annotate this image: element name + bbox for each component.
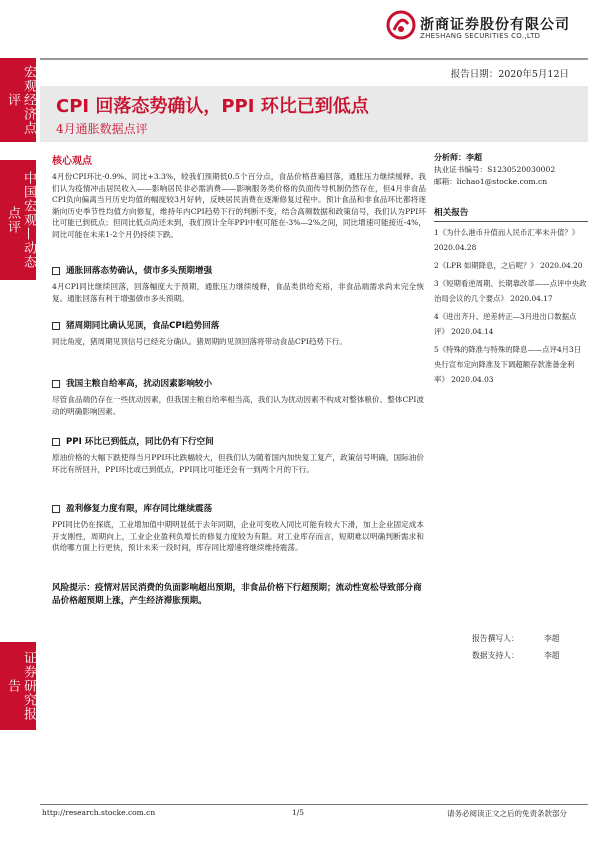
report-subtitle: 4月通胀数据点评 — [56, 122, 148, 136]
related-reports-heading: 相关报告 — [434, 206, 588, 222]
side-label-macro-review: 宏观经济点评 — [0, 58, 36, 142]
side-label-china-macro: 中国宏观—动态点评 — [0, 160, 36, 280]
data-supporter: 数据支持人： 李超 — [472, 651, 560, 660]
point-text: 4月CPI同比继续回落，回落幅度大于预期，通胀压力继续缓释，食品类供给充裕，非食品端需求尚未完全恢复。通胀回落有利于增强债市多头预期。 — [52, 282, 424, 303]
point-block — [52, 320, 424, 348]
checkbox-icon — [52, 267, 60, 275]
point-heading: 我国主粮自给率高，扰动因素影响较小 — [52, 378, 424, 391]
point-block — [52, 503, 424, 554]
point-text: 尽管食品端仍存在一些扰动因素，但我国主粮自给率相当高，我们认为扰动因素不构成对整体粮价、整体CPI波动的明确影响因素。 — [52, 395, 424, 416]
sidebar-info — [434, 152, 588, 387]
risk-text: 风险提示：疫情对居民消费的负面影响超出预期，非食品价格下行超预期；流动性宽松导致部分商品价格超预期上涨，产生经济滞胀预期。 — [52, 583, 422, 606]
footer-disclaimer: 请务必阅读正文之后的免责条款部分 — [447, 809, 567, 818]
header-divider — [40, 58, 588, 60]
point-heading: 通胀回落态势确认，债市多头预期增强 — [52, 265, 424, 278]
related-report-link[interactable]: 1《为什么港币升值而人民币汇率未升值？》 2020.04.28 — [434, 228, 580, 252]
related-report-link[interactable]: 4《进出齐升、逆差转正—3月进出口数据点评》 2020.04.14 — [434, 312, 577, 336]
point-text: PPI同比仍在探底，工业增加值中期明显低于去年同期，企业可变收入同比可能有较大下滑，加上企业固定成本开支刚性，周期向上，工业企业盈利负增长的修复力度较为有限。对工业库存而言，短期难以明确判断需求和供给哪方面上行更快，预计未来一段时间，库存同比增速将继续维持震荡。 — [52, 520, 424, 553]
report-date: 报告日期：2020年5月12日 — [450, 69, 569, 80]
point-heading: 盈利修复力度有限，库存同比继续震荡 — [52, 503, 424, 516]
side-label-research-report: 证券研究报告 — [0, 642, 36, 730]
checkbox-icon — [52, 438, 60, 446]
point-heading: PPI 环比已到低点，同比仍有下行空间 — [52, 436, 424, 449]
related-report-link[interactable]: 5《特殊的降准与特殊的降息——点评4月3日央行宣布定向降准及下调超额存款准备金利率》 2020.04.03 — [434, 345, 582, 384]
page-number: 1/5 — [292, 808, 305, 817]
point-text: 同比角度，猪周期见顶信号已经充分确认。猪周期的见顶回落将带动食品CPI趋势下行。 — [52, 337, 347, 346]
core-view-section — [52, 152, 426, 241]
checkbox-icon — [52, 505, 60, 513]
logo-mark-icon — [386, 10, 416, 40]
checkbox-icon — [52, 322, 60, 330]
point-block — [52, 378, 424, 417]
point-block — [52, 265, 424, 304]
core-view-text: 4月份CPI环比-0.9%、同比+3.3%，较我们预期低0.5个百分点，食品价格普遍回落，通胀压力继续缓释。我们认为疫情冲击居民收入——影响居民非必需消费——影响服务类价格的负面传导机制仍然存在，但4月非食品CPI负向偏离当月历史均值的幅度较3月好转，反映居民消费在逐渐修复过程中。预计食品和非食品环比都将逐渐向历史季节性均值方向修复，维持年内CPI趋势下行的判断不变，结合高频数据和政策信号，我们认为PPI环比可能已到低点；但同比低点尚还未到，我们预计全年PPI中枢可能在-3%—2%之间，同比增速可能接近-4%，同比可能在未来1-2个月仍持续下跌。 — [52, 172, 426, 239]
company-logo — [386, 8, 586, 48]
point-text: 原油价格的大幅下跌使得当月PPI环比跌幅较大，但我们认为随着国内加快复工复产，政策信号明确，国际油价环比有所回升，PPI环比或已到低点，PPI同比可能还会有一到两个月的下行。 — [52, 453, 424, 474]
footer-website-link[interactable]: http://research.stocke.com.cn — [42, 808, 156, 817]
core-view-heading: 核心观点 — [52, 156, 92, 167]
footer-divider — [40, 804, 588, 805]
related-report-link[interactable]: 3《短期看逆周期、长期靠改革——点评中央政治局会议的几个要点》 2020.04.17 — [434, 279, 587, 303]
analyst-name: 分析师：李超 — [434, 153, 482, 162]
checkbox-icon — [52, 380, 60, 388]
report-title: CPI 回落态势确认，PPI 环比已到低点 — [56, 96, 369, 117]
report-writer: 报告撰写人： 李超 — [472, 634, 560, 643]
analyst-license: 执业证书编号：S1230520030002 — [434, 165, 556, 174]
risk-warning — [52, 582, 424, 608]
point-block — [52, 436, 424, 475]
analyst-email: 邮箱：lichao1@stocke.com.cn — [434, 177, 548, 186]
company-name-cn: 浙商证券股份有限公司 — [420, 17, 570, 33]
point-heading: 猪周期同比确认见顶，食品CPI趋势回落 — [52, 320, 424, 333]
company-name-en: ZHESHANG SECURITIES CO.,LTD — [420, 32, 541, 40]
related-report-link[interactable]: 2《LPR 如期降息，之后呢？》 2020.04.20 — [434, 261, 583, 270]
